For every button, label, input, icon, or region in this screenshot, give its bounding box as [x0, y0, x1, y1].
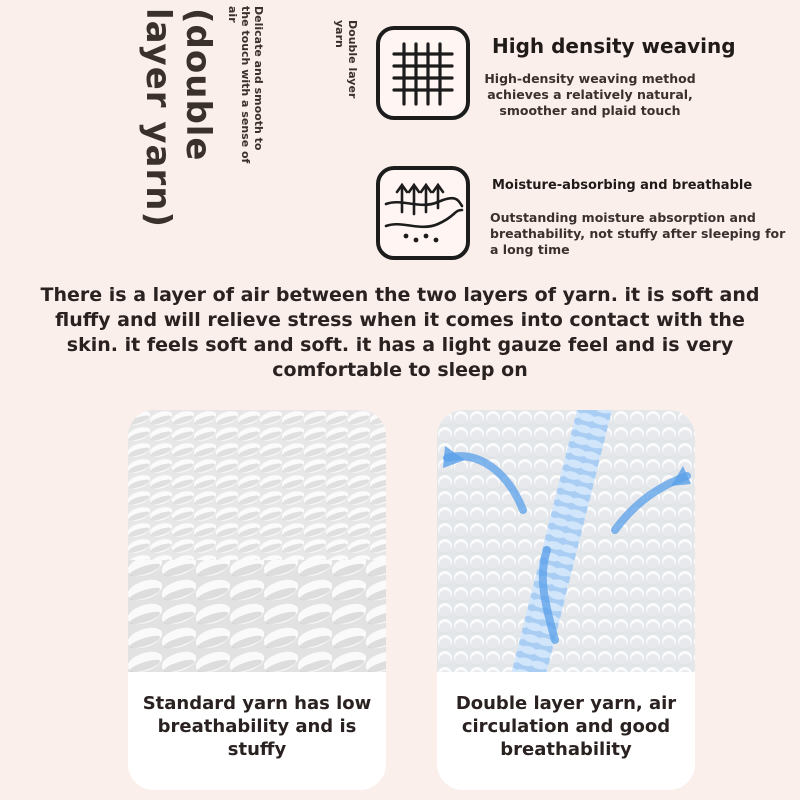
- vertical-label: Double layer yarn: [333, 20, 359, 99]
- feature-desc-moisture: Outstanding moisture absorption and breathability, not stuffy after sleeping for a long time: [490, 210, 786, 257]
- feature-title-moisture: Moisture-absorbing and breathable: [492, 178, 753, 193]
- vertical-tagline: Delicate and smooth to the touch with a sense of air: [226, 6, 265, 164]
- feature-desc-weaving: High-density weaving method achieves a relatively natural, smoother and plaid touch: [484, 71, 696, 118]
- double-yarn-caption: Double layer yarn, air circulation and good breathability: [455, 693, 677, 760]
- moisture-breathable-icon: [376, 166, 470, 260]
- standard-yarn-card: [128, 410, 386, 790]
- double-yarn-card: [437, 410, 695, 790]
- double-yarn-image: [437, 410, 695, 672]
- feature-title-weaving: High density weaving: [492, 34, 736, 58]
- grid-weave-icon: [376, 26, 470, 120]
- main-description: There is a layer of air between the two layers of yarn. it is soft and fluffy and will relieve stress when it comes into contact with the skin. it feels soft and soft. it has a light gauze feel and is very comfortable to sleep on: [40, 284, 760, 381]
- standard-yarn-caption: Standard yarn has low breathability and is stuffy: [142, 693, 372, 760]
- vertical-title: (double layer yarn): [138, 8, 218, 228]
- standard-yarn-image: [128, 410, 386, 672]
